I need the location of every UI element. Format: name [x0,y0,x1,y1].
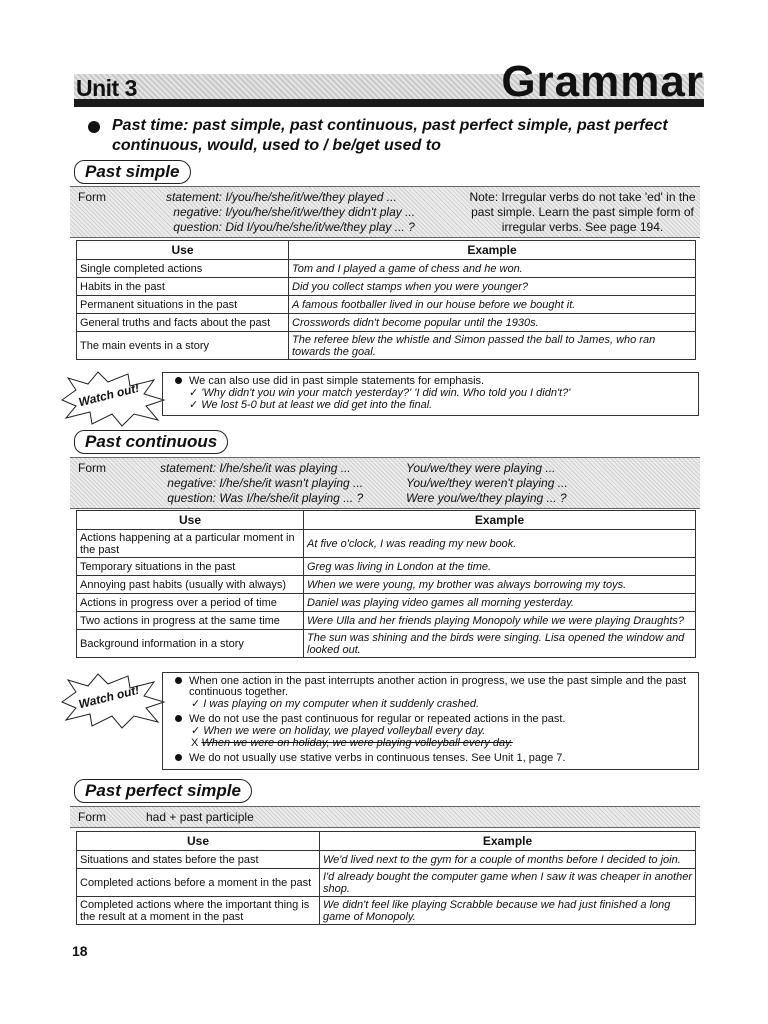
use-cell: Temporary situations in the past [77,558,304,576]
col-example: Example [304,511,696,530]
example-cell: At five o'clock, I was reading my new book. [304,530,696,558]
note-line-2: past simple. Learn the past simple form of [471,205,694,219]
negative-value: I/you/he/she/it/we/they didn't play ... [225,205,416,219]
use-cell: Completed actions before a moment in the past [77,869,320,897]
table-row [77,576,696,594]
bullet-icon [175,754,182,761]
use-cell: Actions happening at a particular moment in the past [77,530,304,558]
col-use: Use [77,511,304,530]
example-cell: A famous footballer lived in our house before we bought it. [289,296,696,314]
form-panel-past-continuous [70,457,700,509]
question-value: Was I/he/she/it playing ... ? [219,491,364,505]
example-cell: Daniel was playing video games all morning yesterday. [304,594,696,612]
table-row [77,869,696,897]
bullet-icon [175,377,182,384]
table-row [77,332,696,360]
table-row [77,897,696,925]
table-row [77,314,696,332]
question-key: question: [167,491,216,505]
watch-note-cont: continuous together. [189,686,289,698]
use-cell: Background information in a story [77,630,304,658]
example-cell: Did you collect stamps when you were younger? [289,278,696,296]
example-cell: When we were young, my brother was always borrowing my toys. [304,576,696,594]
form-label: Form [78,190,106,204]
table-row [77,296,696,314]
table-row [77,594,696,612]
example-cell: I'd already bought the computer game when I saw it was cheaper in another shop. [320,869,696,897]
use-cell: Habits in the past [77,278,289,296]
note-line-3: irregular verbs. See page 194. [501,220,664,234]
past-perfect-table [76,831,696,925]
use-cell: Permanent situations in the past [77,296,289,314]
tick-icon: ✓ [191,725,201,737]
form-panel-past-perfect [70,806,700,828]
watch-out-box-past-continuous [162,672,699,770]
watch-example: When we were on holiday, we played volleyball every day. [203,725,486,737]
tick-icon: ✓ [189,387,199,399]
question-value: Did I/you/he/she/it/we/they play ... ? [225,220,415,234]
table-row [77,612,696,630]
form-label: Form [78,810,106,824]
watch-wrong-example: When we were on holiday, we were playing volleyball every day. [201,737,513,749]
table-header-row [77,832,696,851]
watch-out-label: Watch out! [77,682,141,712]
statement-value-plural: You/we/they were playing ... [406,461,556,475]
table-row [77,851,696,869]
use-cell: Actions in progress over a period of time [77,594,304,612]
section-title-past-continuous: Past continuous [74,430,228,454]
cross-icon: X [191,737,199,749]
page-number: 18 [72,943,88,959]
statement-key: statement: [165,190,222,204]
use-cell: Situations and states before the past [77,851,320,869]
use-cell: Single completed actions [77,260,289,278]
example-cell: We'd lived next to the gym for a couple of months before I decided to join. [320,851,696,869]
form-panel-past-simple [70,186,700,238]
unit-label: Unit 3 [76,75,137,101]
table-row [77,530,696,558]
use-cell: The main events in a story [77,332,289,360]
statement-value: I/you/he/she/it/we/they played ... [225,190,397,204]
use-cell: Annoying past habits (usually with always) [77,576,304,594]
form-value: had + past participle [146,810,254,824]
example-cell: Tom and I played a game of chess and he won. [289,260,696,278]
watch-out-box-past-simple [162,372,699,416]
negative-key: negative: [173,205,222,219]
use-cell: General truths and facts about the past [77,314,289,332]
tick-icon: ✓ [191,698,201,710]
table-header-row [77,241,696,260]
section-title-past-perfect: Past perfect simple [74,779,252,803]
table-row [77,558,696,576]
past-continuous-table [76,510,696,658]
watch-example: 'Why didn't you win your match yesterday?' 'I did win. Who told you I didn't?' [201,387,571,399]
table-row [77,260,696,278]
form-label: Form [78,461,106,475]
use-cell: Two actions in progress at the same time [77,612,304,630]
page-title: Grammar [501,57,704,106]
example-cell: Were Ulla and her friends playing Monopoly while we were playing Draughts? [304,612,696,630]
past-simple-table [76,240,696,360]
col-use: Use [77,241,289,260]
table-row [77,278,696,296]
note-line-1: Note: Irregular verbs do not take 'ed' in the [469,190,696,204]
negative-value-plural: You/we/they weren't playing ... [406,476,568,490]
negative-key: negative: [167,476,216,490]
example-cell: The sun was shining and the birds were singing. Lisa opened the window and looked out. [304,630,696,658]
watch-example: We lost 5-0 but at least we did get into the final. [201,399,433,411]
example-cell: Greg was living in London at the time. [304,558,696,576]
watch-example: I was playing on my computer when it suddenly crashed. [203,698,480,710]
table-row [77,630,696,658]
col-example: Example [289,241,696,260]
bullet-icon [175,715,182,722]
question-value-plural: Were you/we/they playing ... ? [406,491,567,505]
example-cell: Crosswords didn't become popular until the 1930s. [289,314,696,332]
use-cell: Completed actions where the important thing is the result at a moment in the past [77,897,320,925]
tick-icon: ✓ [189,399,199,411]
section-title-past-simple: Past simple [74,160,191,184]
statement-key: statement: [159,461,216,475]
watch-out-label: Watch out! [77,380,141,410]
col-example: Example [320,832,696,851]
col-use: Use [77,832,320,851]
negative-value: I/he/she/it wasn't playing ... [219,476,364,490]
example-cell: We didn't feel like playing Scrabble because we had just finished a long game of Monopoly. [320,897,696,925]
bullet-icon [175,677,182,684]
watch-note: We do not use the past continuous for regular or repeated actions in the past. [189,713,566,725]
example-cell: The referee blew the whistle and Simon passed the ball to James, who ran towards the goal. [289,332,696,360]
topic-heading: Past time: past simple, past continuous, past perfect simple, past perfect continuous, would, used to / be/get used to [112,117,668,154]
table-header-row [77,511,696,530]
watch-note: We do not usually use stative verbs in continuous tenses. See Unit 1, page 7. [189,752,566,764]
watch-note: When one action in the past interrupts another action in progress, we use the past simple and the past [189,675,687,687]
bullet-icon [88,121,100,133]
question-key: question: [173,220,222,234]
watch-note: We can also use did in past simple statements for emphasis. [189,375,485,387]
statement-value: I/he/she/it was playing ... [219,461,351,475]
